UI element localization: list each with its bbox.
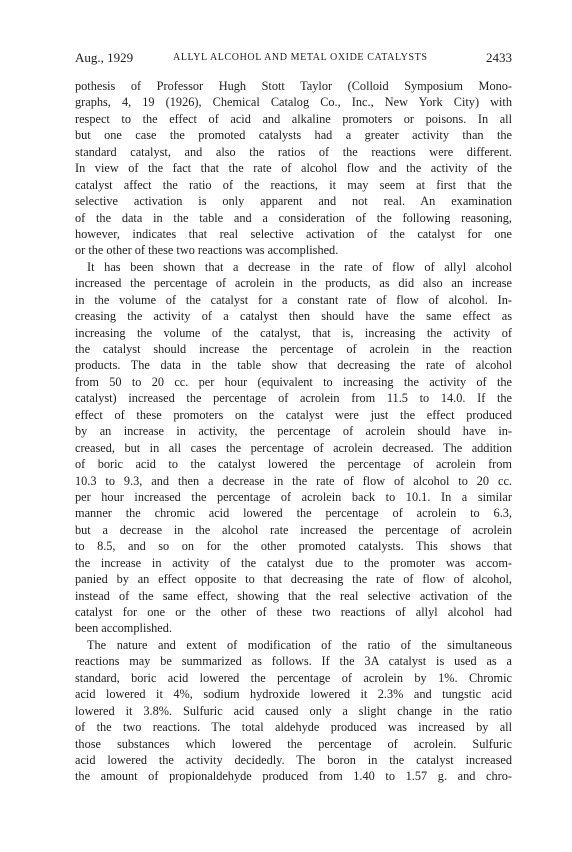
text-line: increased the percentage of acrolein in the products, as did also an increase bbox=[75, 276, 512, 291]
text-line: but one case the promoted catalysts had a greater activity than the bbox=[75, 128, 512, 143]
text-line: the catalyst should increase the percentage of acrolein in the reaction bbox=[75, 342, 512, 356]
text-line: creased, but in all cases the percentage of acrolein decreased. The addition bbox=[75, 440, 512, 455]
text-line: standard catalyst, and also the ratios of the reactions were different. bbox=[75, 144, 512, 159]
text-line: It has been shown that a decrease in the rate of flow of allyl alcohol bbox=[87, 259, 512, 274]
text-line: graphs, 4, 19 (1926), Chemical Catalog Co., Inc., New York City) with bbox=[75, 95, 512, 110]
page-number: 2433 bbox=[486, 50, 512, 65]
header-title: ALLYL ALCOHOL AND METAL OXIDE CATALYSTS bbox=[173, 52, 428, 63]
text-line: respect to the effect of acid and alkaline promoters or poisons. In all bbox=[75, 111, 512, 126]
text-line: standard, boric acid lowered the percentage of acrolein by 1%. Chromic bbox=[75, 670, 512, 685]
text-line: or the other of these two reactions was accomplished. bbox=[75, 243, 339, 258]
text-line: effect of these promoters on the catalyst were just the effect produced bbox=[75, 407, 512, 422]
text-line: by an increase in activity, the percentage of acrolein should have in- bbox=[75, 424, 512, 439]
text-line: products. The data in the table show that decreasing the rate of alcohol bbox=[75, 358, 512, 373]
text-line: per hour increased the percentage of acrolein back to 10.1. In a similar bbox=[75, 489, 512, 504]
text-line: selective activation is only apparent and not real. An examination bbox=[75, 194, 512, 209]
text-line: pothesis of Professor Hugh Stott Taylor (Colloid Symposium Mono- bbox=[75, 79, 512, 93]
text-line: lowered it 3.8%. Sulfuric acid caused only a slight change in the ratio bbox=[75, 703, 512, 718]
text-line: The nature and extent of modification of the ratio of the simultaneous bbox=[87, 637, 512, 652]
text-line: in the volume of the catalyst for a constant rate of flow of alcohol. In- bbox=[75, 292, 512, 307]
text-line: manner the chromic acid lowered the percentage of acrolein to 6.3, bbox=[75, 506, 512, 521]
text-line: acid lowered it 4%, sodium hydroxide lowered it 2.3% and tungstic acid bbox=[75, 687, 512, 702]
text-line: instead of the same effect, showing that the real selective activation of the bbox=[75, 588, 512, 603]
text-line: of the data in the table and a consideration of the following reasoning, bbox=[75, 210, 512, 225]
text-line: catalyst for one or the other of these two reactions of allyl alcohol had bbox=[75, 605, 512, 619]
text-line: reactions may be summarized as follows. If the 3A catalyst is used as a bbox=[75, 654, 512, 669]
text-line: catalyst) increased the percentage of acrolein from 11.5 to 14.0. If the bbox=[75, 391, 512, 406]
text-line: but a decrease in the alcohol rate increased the percentage of acrolein bbox=[75, 522, 512, 537]
text-line: creasing the activity of a catalyst then should have the same effect as bbox=[75, 309, 512, 324]
text-line: to 8.5, and so on for the other promoted catalysts. This shows that bbox=[75, 539, 512, 554]
text-line: catalyst affect the ratio of the reactions, it may seem at first that the bbox=[75, 177, 512, 192]
text-line: In view of the fact that the rate of alcohol flow and the activity of the bbox=[75, 161, 512, 176]
text-line: increasing the volume of the catalyst, that is, increasing the activity of bbox=[75, 325, 512, 340]
text-line: of the two reactions. The total aldehyde produced was increased by all bbox=[75, 720, 512, 735]
text-line: from 50 to 20 cc. per hour (equivalent to increasing the activity of the bbox=[75, 374, 512, 389]
text-line: panied by an effect opposite to that decreasing the rate of flow of alcohol, bbox=[75, 572, 512, 587]
text-line: been accomplished. bbox=[75, 621, 172, 636]
text-line: 10.3 to 9.3, and then a decrease in the rate of flow of alcohol to 20 cc. bbox=[75, 473, 512, 488]
text-line: however, indicates that real selective activation of the catalyst for one bbox=[75, 226, 512, 241]
header-date: Aug., 1929 bbox=[75, 50, 134, 65]
body-text bbox=[75, 78, 512, 785]
text-line: the increase in activity of the catalyst due to the promoter was accom- bbox=[75, 555, 512, 570]
text-line: acid lowered the activity decidedly. The boron in the catalyst increased bbox=[75, 752, 512, 767]
text-line: those substances which lowered the percentage of acrolein. Sulfuric bbox=[75, 736, 512, 751]
running-head bbox=[75, 50, 512, 68]
text-line: of boric acid to the catalyst lowered the percentage of acrolein from bbox=[75, 457, 512, 472]
text-line: the amount of propionaldehyde produced from 1.40 to 1.57 g. and chro- bbox=[75, 769, 512, 784]
